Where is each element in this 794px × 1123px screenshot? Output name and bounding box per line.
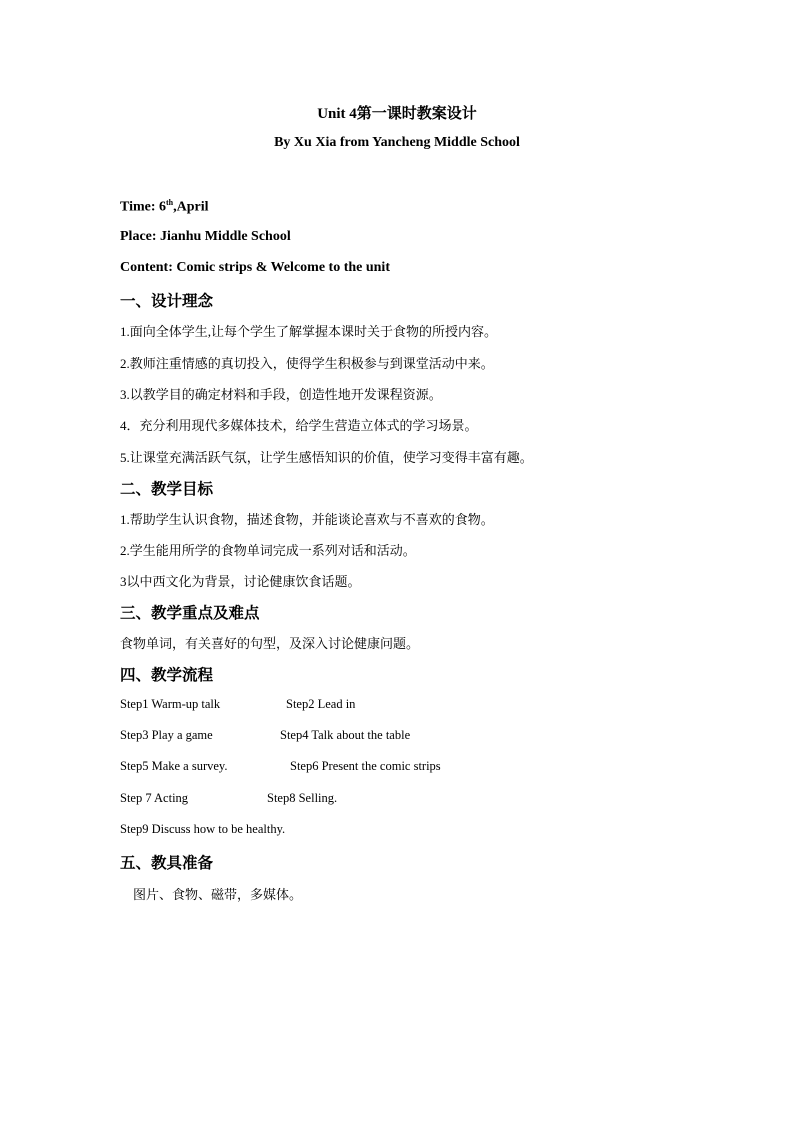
content-line: Content: Comic strips & Welcome to the unit — [120, 260, 390, 275]
place-line: Place: Jianhu Middle School — [120, 229, 291, 244]
section1-item: 5.让课堂充满活跃气氛，让学生感悟知识的价值，使学习变得丰富有趣。 — [120, 450, 533, 465]
section1-item: 2.教师注重情感的真切投入，使得学生积极参与到课堂活动中来。 — [120, 356, 494, 371]
step-row — [120, 791, 338, 806]
step-item: Step1 Warm-up talk — [120, 697, 221, 711]
time-prefix: Time: 6 — [120, 199, 167, 215]
step-item: Step6 Present the comic strips — [290, 759, 441, 773]
section4-heading: 四、教学流程 — [120, 667, 214, 684]
step-row — [120, 759, 441, 774]
section2-item: 3以中西文化为背景，讨论健康饮食话题。 — [120, 574, 361, 589]
time-suffix: ,April — [173, 199, 209, 215]
document-title: Unit 4第一课时教案设计 — [317, 106, 477, 122]
step-item: Step3 Play a game — [120, 728, 213, 742]
step-row — [120, 697, 356, 712]
section5-heading: 五、教具准备 — [120, 855, 214, 872]
time-line — [120, 198, 209, 216]
time-superscript: th — [166, 198, 174, 207]
section1-item: 1.面向全体学生,让每个学生了解掌握本课时关于食物的所授内容。 — [120, 324, 498, 339]
step-item: Step5 Make a survey. — [120, 759, 228, 773]
document-subtitle: By Xu Xia from Yancheng Middle School — [274, 135, 520, 150]
step-item: Step8 Selling. — [267, 791, 338, 805]
step-item: Step4 Talk about the table — [280, 728, 411, 742]
section2-item: 2.学生能用所学的食物单词完成一系列对话和活动。 — [120, 543, 416, 558]
section3-heading: 三、教学重点及难点 — [120, 605, 260, 622]
section2-item: 1.帮助学生认识食物，描述食物，并能谈论喜欢与不喜欢的食物。 — [120, 512, 494, 527]
section1-heading: 一、设计理念 — [120, 293, 214, 310]
step-item: Step2 Lead in — [286, 697, 356, 711]
step-item: Step 7 Acting — [120, 791, 189, 805]
section5-text: 图片、食物、磁带，多媒体。 — [133, 887, 303, 902]
section1-item: 3.以教学目的确定材料和手段，创造性地开发课程资源。 — [120, 387, 442, 402]
step-row — [120, 728, 411, 743]
section3-text: 食物单词，有关喜好的句型，及深入讨论健康问题。 — [120, 636, 420, 651]
section1-item: 4．充分利用现代多媒体技术，给学生营造立体式的学习场景。 — [120, 418, 478, 433]
step-row — [120, 822, 285, 837]
step-item: Step9 Discuss how to be healthy. — [120, 822, 286, 836]
section2-heading: 二、教学目标 — [120, 481, 214, 498]
